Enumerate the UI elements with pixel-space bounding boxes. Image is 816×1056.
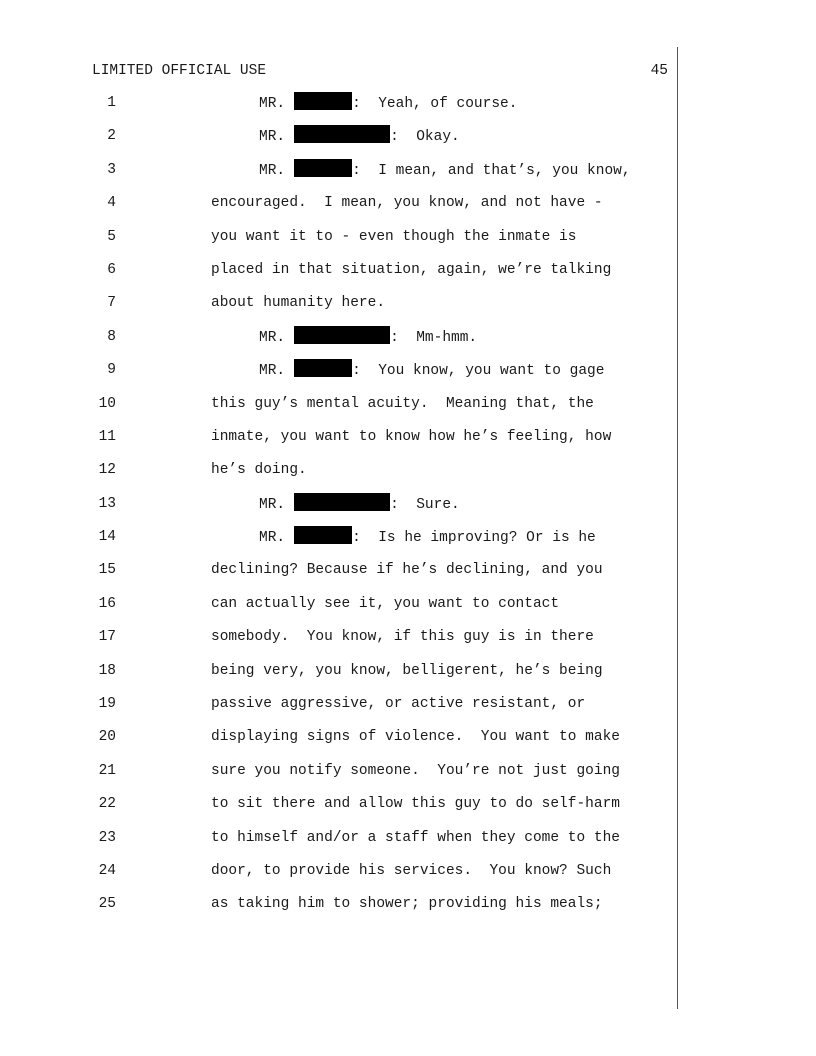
line-text: declining? Because if he’s declining, and you	[211, 562, 603, 579]
transcript-line	[0, 259, 816, 292]
transcript-line	[0, 326, 816, 359]
line-number: 25	[98, 896, 116, 913]
transcript-line	[0, 626, 816, 659]
transcript-line	[0, 660, 816, 693]
speaker-line	[259, 493, 460, 516]
transcript-line	[0, 159, 816, 192]
speaker-line	[259, 92, 517, 115]
line-number: 23	[98, 829, 116, 846]
line-text: he’s doing.	[211, 462, 307, 479]
speaker-text: : Yeah, of course.	[352, 96, 518, 112]
speaker-title: MR.	[259, 129, 286, 146]
line-number: 4	[107, 195, 116, 212]
speaker-text: : Okay.	[390, 129, 460, 146]
line-text: about humanity here.	[211, 295, 386, 312]
line-number: 8	[107, 328, 116, 345]
line-number: 16	[98, 595, 116, 612]
redaction-box	[294, 359, 352, 377]
transcript-body	[0, 92, 816, 927]
speaker-text: : I mean, and that’s, you know,	[352, 162, 631, 179]
speaker-line	[259, 125, 460, 148]
speaker-line	[259, 159, 631, 182]
line-text: inmate, you want to know how he’s feeling, how	[211, 428, 612, 445]
redaction-box	[294, 92, 352, 110]
transcript-line	[0, 92, 816, 125]
line-text: somebody. You know, if this guy is in there	[211, 629, 594, 646]
page-header	[92, 61, 668, 81]
transcript-line	[0, 526, 816, 559]
transcript-line	[0, 860, 816, 893]
line-number: 3	[107, 161, 116, 178]
speaker-title: MR.	[259, 162, 286, 179]
line-number: 12	[98, 462, 116, 479]
speaker-text: : Mm-hmm.	[390, 329, 478, 346]
redaction-box	[294, 125, 390, 143]
redaction-box	[294, 493, 390, 511]
line-number: 9	[107, 362, 116, 379]
transcript-line	[0, 359, 816, 392]
transcript-line	[0, 426, 816, 459]
line-number: 14	[98, 529, 116, 546]
line-text: can actually see it, you want to contact	[211, 595, 560, 612]
transcript-line	[0, 827, 816, 860]
line-text: encouraged. I mean, you know, and not have -	[211, 195, 603, 212]
transcript-line	[0, 493, 816, 526]
line-number: 13	[98, 495, 116, 512]
line-text: displaying signs of violence. You want to make	[211, 729, 620, 746]
speaker-title: MR.	[259, 363, 286, 380]
line-number: 10	[98, 395, 116, 412]
redaction-box	[294, 326, 390, 344]
line-text: as taking him to shower; providing his meals;	[211, 896, 603, 913]
transcript-line	[0, 760, 816, 793]
transcript-line	[0, 893, 816, 926]
line-text: to sit there and allow this guy to do self-harm	[211, 796, 620, 813]
transcript-line	[0, 192, 816, 225]
speaker-title: MR.	[259, 530, 286, 547]
line-text: being very, you know, belligerent, he’s being	[211, 662, 603, 679]
transcript-line	[0, 559, 816, 592]
redaction-box	[294, 526, 352, 544]
transcript-line	[0, 226, 816, 259]
speaker-line	[259, 359, 604, 382]
line-text: passive aggressive, or active resistant, or	[211, 696, 586, 713]
line-text: to himself and/or a staff when they come to the	[211, 829, 620, 846]
line-number: 5	[107, 228, 116, 245]
redaction-box	[294, 159, 352, 177]
speaker-title: MR.	[259, 96, 286, 112]
speaker-text: : Sure.	[390, 496, 460, 513]
line-number: 20	[98, 729, 116, 746]
transcript-line	[0, 726, 816, 759]
line-text: placed in that situation, again, we’re talking	[211, 261, 612, 278]
speaker-title: MR.	[259, 496, 286, 513]
speaker-text: : Is he improving? Or is he	[352, 530, 596, 547]
speaker-title: MR.	[259, 329, 286, 346]
speaker-line	[259, 326, 477, 349]
page-number: 45	[650, 63, 668, 79]
speaker-text: : You know, you want to gage	[352, 363, 605, 380]
line-number: 22	[98, 796, 116, 813]
line-number: 21	[98, 762, 116, 779]
transcript-line	[0, 459, 816, 492]
line-text: sure you notify someone. You’re not just going	[211, 762, 620, 779]
line-text: this guy’s mental acuity. Meaning that, the	[211, 395, 594, 412]
transcript-line	[0, 125, 816, 158]
transcript-line	[0, 292, 816, 325]
line-number: 15	[98, 562, 116, 579]
line-number: 1	[107, 95, 116, 111]
line-number: 11	[98, 428, 116, 445]
transcript-line	[0, 393, 816, 426]
line-text: you want it to - even though the inmate is	[211, 228, 577, 245]
line-number: 24	[98, 862, 116, 879]
line-number: 2	[107, 128, 116, 145]
classification-marking: LIMITED OFFICIAL USE	[92, 63, 267, 79]
line-text: door, to provide his services. You know? Such	[211, 862, 612, 879]
speaker-line	[259, 526, 596, 549]
line-number: 18	[98, 662, 116, 679]
line-number: 19	[98, 696, 116, 713]
transcript-line	[0, 693, 816, 726]
line-number: 17	[98, 629, 116, 646]
transcript-line	[0, 593, 816, 626]
line-number: 7	[107, 295, 116, 312]
line-number: 6	[107, 261, 116, 278]
transcript-line	[0, 793, 816, 826]
